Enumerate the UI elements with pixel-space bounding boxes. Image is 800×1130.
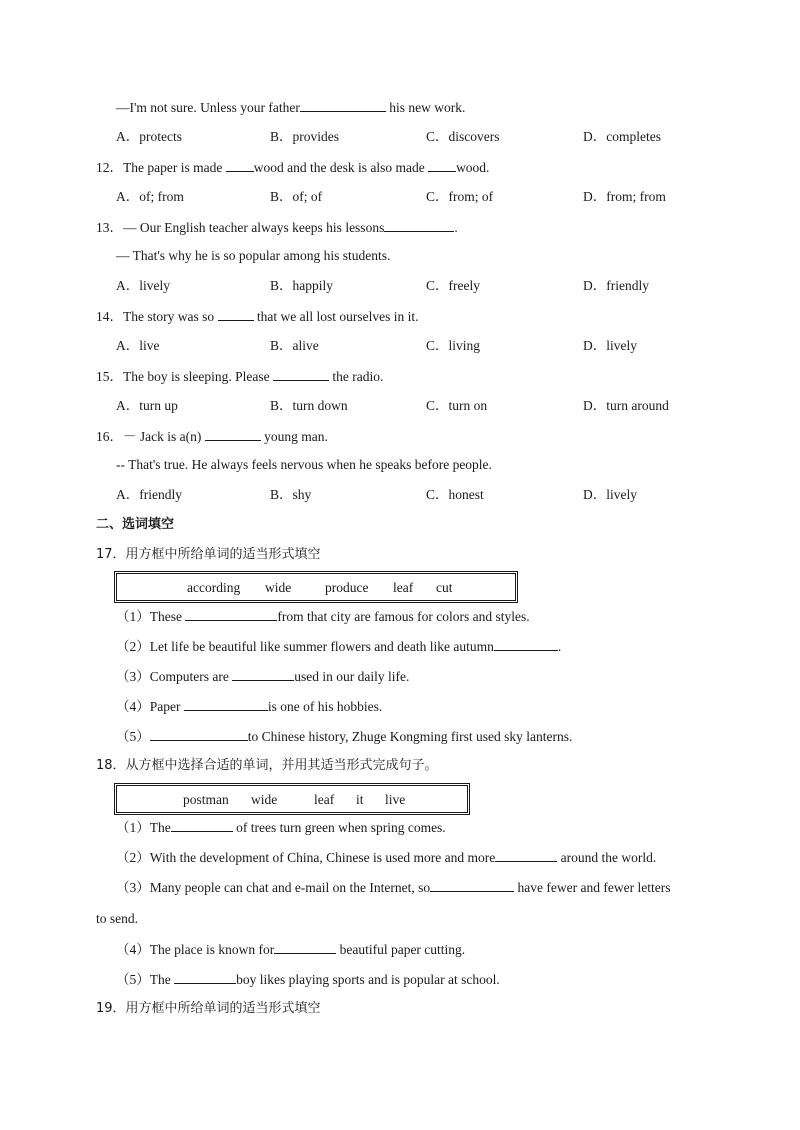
q17-item-text: （2）Let life be beautiful like summer flowers and death like autumn [116, 639, 494, 654]
q15-text-a: 15．The boy is sleeping. Please [96, 369, 273, 384]
q11-option-d[interactable]: D．completes [583, 129, 661, 144]
q16-option-d[interactable]: D．lively [583, 487, 637, 502]
q14-text-a: 14．The story was so [96, 309, 218, 324]
q13-line-2: — That's why he is so popular among his students. [116, 248, 391, 263]
q17-blank[interactable] [150, 727, 248, 741]
q17-item [116, 727, 572, 746]
q17-item-text: is one of his hobbies. [267, 699, 383, 714]
q17-word: cut [436, 580, 453, 595]
q14-option-d[interactable]: D．lively [583, 338, 637, 353]
q16-blank[interactable] [205, 427, 261, 441]
q17-word: leaf [393, 580, 414, 595]
q17-item-text: . [557, 639, 562, 654]
q17-word: wide [265, 580, 292, 595]
q18-blank[interactable] [171, 818, 233, 832]
q12-text-c: wood. [456, 160, 490, 175]
q17-item-text: （5） [116, 729, 150, 744]
q13-blank[interactable] [384, 218, 454, 232]
q18-item-text: beautiful paper cutting. [336, 942, 466, 957]
q18-blank[interactable] [174, 970, 236, 984]
q13-option-d[interactable]: D．friendly [583, 278, 649, 293]
q19-prompt: 19．用方框中所给单词的适当形式填空 [96, 1001, 321, 1016]
q16-option-c[interactable]: C．honest [426, 487, 484, 502]
q14-blank[interactable] [218, 307, 254, 321]
q16-line-2: -- That's true. He always feels nervous when he speaks before people. [116, 457, 492, 472]
q16-text-b: young man. [260, 429, 328, 444]
q15-option-b[interactable]: B．turn down [270, 398, 348, 413]
q11-option-b[interactable]: B．provides [270, 129, 339, 144]
q11-line [116, 98, 465, 117]
q18-item [116, 818, 446, 837]
q15-blank[interactable] [273, 367, 329, 381]
q15-option-d[interactable]: D．turn around [583, 398, 669, 413]
q17-item [116, 667, 409, 686]
q17-item [116, 607, 530, 626]
q17-item-text: from that city are famous for colors and styles. [277, 609, 530, 624]
q17-item [116, 697, 382, 716]
q12-text-b: wood and the desk is also made [253, 160, 429, 175]
q13-option-a[interactable]: A．lively [116, 278, 170, 293]
q12-option-b[interactable]: B．of; of [270, 189, 323, 204]
q12-option-c[interactable]: C．from; of [426, 189, 494, 204]
q18-item-text: （2）With the development of China, Chinese is used more and more [116, 850, 496, 865]
q17-word: produce [325, 580, 369, 595]
q17-item [116, 637, 561, 656]
q11-blank[interactable] [300, 98, 386, 112]
q16-text-a: 16．－ Jack is a(n) [96, 429, 205, 444]
q18-item-text: （3）Many people can chat and e-mail on the Internet, so [116, 880, 431, 895]
q18-blank[interactable] [430, 878, 514, 892]
q18-item-text: （5）The [116, 972, 175, 987]
q18-item [116, 940, 465, 959]
q14-option-c[interactable]: C．living [426, 338, 481, 353]
q15-option-c[interactable]: C．turn on [426, 398, 488, 413]
q18-word: live [385, 792, 406, 807]
q18-word: postman [183, 792, 229, 807]
q15-option-a[interactable]: A．turn up [116, 398, 178, 413]
q18-prompt: 18．从方框中选择合适的单词，并用其适当形式完成句子。 [96, 758, 438, 773]
q14-option-a[interactable]: A．live [116, 338, 160, 353]
q18-item-text: boy likes playing sports and is popular at school. [236, 972, 500, 987]
q18-blank[interactable] [274, 940, 336, 954]
q18-item-cont: to send. [96, 911, 138, 926]
q13-line-1 [96, 218, 458, 237]
q15-line [96, 367, 383, 386]
q17-blank[interactable] [184, 697, 268, 711]
q18-item-text: （1）The [116, 820, 171, 835]
q18-item-text: have fewer and fewer letters [514, 880, 671, 895]
q18-item-text: around the world. [557, 850, 657, 865]
q17-item-text: used in our daily life. [294, 669, 410, 684]
q12-option-a[interactable]: A．of; from [116, 189, 184, 204]
q13-option-c[interactable]: C．freely [426, 278, 480, 293]
q18-item [116, 970, 500, 989]
q18-word: leaf [314, 792, 335, 807]
q17-word: according [187, 580, 241, 595]
q18-blank[interactable] [495, 848, 557, 862]
section-heading: 二、选词填空 [96, 517, 175, 532]
q12-line [96, 158, 489, 177]
q13-text-a: 13．— Our English teacher always keeps his lessons [96, 220, 385, 235]
q14-option-b[interactable]: B．alive [270, 338, 319, 353]
q15-text-b: the radio. [328, 369, 384, 384]
q18-word: it [356, 792, 364, 807]
q18-item-text: （4）The place is known for [116, 942, 275, 957]
q18-item-text: of trees turn green when spring comes. [232, 820, 446, 835]
q13-text-b: . [454, 220, 458, 235]
q18-word-box [114, 783, 470, 815]
q13-option-b[interactable]: B．happily [270, 278, 333, 293]
q12-blank-2[interactable] [428, 158, 456, 172]
q12-option-d[interactable]: D．from; from [583, 189, 666, 204]
q18-item [116, 848, 656, 867]
q11-option-a[interactable]: A．protects [116, 129, 182, 144]
q14-text-b: that we all lost ourselves in it. [253, 309, 419, 324]
q16-option-a[interactable]: A．friendly [116, 487, 182, 502]
q16-option-b[interactable]: B．shy [270, 487, 312, 502]
q17-blank[interactable] [185, 607, 277, 621]
q16-line-1 [96, 427, 328, 446]
q18-word: wide [251, 792, 278, 807]
q11-option-c[interactable]: C．discovers [426, 129, 500, 144]
q14-line [96, 307, 418, 326]
q12-blank-1[interactable] [226, 158, 254, 172]
q17-word-box [114, 571, 518, 603]
q11-text-b: his new work. [385, 100, 466, 115]
q11-text-a: —I'm not sure. Unless your father [116, 100, 300, 115]
q17-item-text: （3）Computers are [116, 669, 233, 684]
q12-text-a: 12．The paper is made [96, 160, 226, 175]
q18-item [116, 878, 670, 897]
q17-item-text: （4）Paper [116, 699, 184, 714]
q17-item-text: （1）These [116, 609, 186, 624]
q17-blank[interactable] [494, 637, 558, 651]
q17-prompt: 17．用方框中所给单词的适当形式填空 [96, 547, 321, 562]
q17-item-text: to Chinese history, Zhuge Kongming first used sky lanterns. [247, 729, 573, 744]
q17-blank[interactable] [232, 667, 294, 681]
